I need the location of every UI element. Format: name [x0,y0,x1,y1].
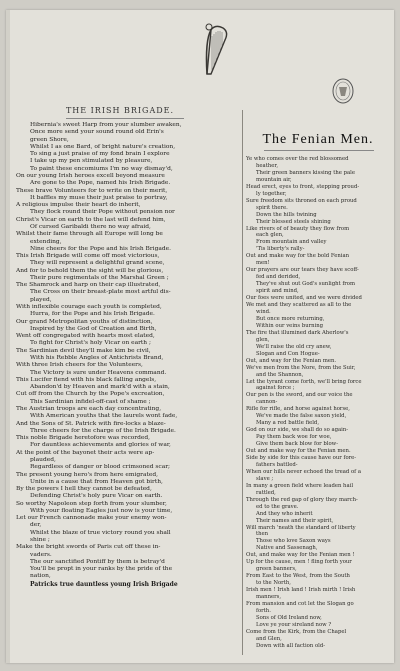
verse-line: This noble Brigade heretofore was recorded, [16,435,151,442]
verse-line: And for to behold them the sight will be glorious, [16,267,164,274]
verse-line: Many a red battle field, [256,420,320,427]
verse-line: ed to the grave. [256,503,299,510]
verse-line: Our foes were united, and we were divided [246,295,362,302]
verse-line: It baffles my muse their just praise to portray, [30,194,168,201]
verse-line: With three Irish cheers for the Volunteers, [16,362,143,369]
verse-line: By the powers I hell they cannot be defeated, [16,486,152,493]
verse-line: Up for the cause, men ! fling forth your [246,559,352,566]
verse-line: With your floating Eagles just now is your time, [30,507,173,514]
verse-line: A religious impulse their heart do inherit, [16,202,141,209]
verse-line: der, [30,522,42,529]
verse-line: Three cheers for the charge of the Irish Brigade. [30,427,176,434]
verse-line: Out, and make way for the Fenian men ! [246,552,355,559]
verse-line: vaders. [30,551,52,558]
verse-line: This Sardinian infidel-off-cast of shame ; [30,398,151,405]
verse-line: Slogan and Con Hogue- [256,350,320,357]
verse-line: and Glen, [256,635,282,642]
verse-line: Abandon'd by Heaven and mark'd with a stain, [30,384,170,391]
verse-line: Head erect, eyes to front, stepping proud- [246,183,360,190]
verse-line: Hurra, for the Pope and his Irish Brigade. [30,311,155,318]
verse-line: In many a green field where leaden hail [246,482,354,489]
verse-line: God on our side, we shall do so again- [246,427,349,434]
verse-line: Down the hills twining [256,211,317,218]
verse-line: I take up my pen stimulated by pleasure, [30,158,153,165]
verse-line: So worthy Napoleon step forth from your slumber, [16,500,167,507]
verse-line: Unite in a cause that from Heaven got birth, [30,478,163,485]
verse-line: We've men from the Nore, from the Suir, [246,364,356,371]
verse-line: Are gone to the Pope, named his Irish Brigade. [30,180,171,187]
verse-line: With inflexible courage each youth is completed, [16,304,162,311]
verse-line: Sons of Old Ireland now, [256,614,322,621]
verse-line: against force ; [256,385,295,392]
library-stamp-icon [332,78,354,104]
verse-line: Like rivers of of beauty they flow from [246,225,350,232]
verse-line: This Irish Brigade will come off most victorious, [16,253,160,260]
verse-line: From mountain and valley [256,239,327,246]
verse-line: This Lucifer fiend with his black falling angels, [16,376,157,383]
verse-line: 'Tis liberty's rally- [256,246,305,253]
verse-line: Rifle for rifle, and horse against horse, [246,406,350,413]
verse-line: extending, [30,238,62,245]
verse-line: Their pure regimentals of the Marshal Green ; [30,274,169,281]
verse-line: heather, [256,162,279,169]
verse-line: Defending Christ's holy pure Vicar on earth. [30,493,163,500]
verse-line: Inspired by the God of Creation and Birth, [30,325,157,332]
verse-line: Our prayers are our tears they have scoff- [246,267,359,274]
verse-line: then [256,531,269,538]
verse-line: With American youths that the laurels wont fade, [30,413,178,420]
verse-line: green Shore, [30,136,69,143]
verse-line: Pay them back woe for woe, [256,434,332,441]
verse-line: Out and make way for the bold Fenian [246,253,350,260]
verse-line: Went off congregated with hearts most elated, [16,333,155,340]
column-divider [242,110,243,655]
verse-line: But once more returning, [256,315,325,322]
verse-line: Side by side for this cause have our fore- [246,454,357,461]
verse-line: played, [30,296,52,303]
verse-line: rattled, [256,489,276,496]
verse-line: Ye who comes over the red blossomed [246,156,349,162]
verse-line: The present young hero's from here emigrated, [16,471,158,478]
verse-line: Patricks true dauntless young Irish Brigade [30,580,178,588]
verse-line: fed and derided, [256,274,301,281]
verse-line: ly together, [256,190,287,197]
verse-line: Within our veins burning [256,322,324,329]
verse-line: Make the bright swords of Paris cut off these in- [16,544,161,551]
harp-emblem-icon [201,22,231,78]
verse-line: glen, [256,336,270,343]
verse-line: Irish men ! Irish land ! Irish mirth ! Irish [246,587,356,594]
verse-line: each glen, [256,232,284,239]
verse-line: Love ye your sireland now ? [256,621,332,628]
left-title-rule [66,118,184,119]
verse-line: Our grand Metropolitan youths of distinction, [16,318,153,325]
verse-line: Their blessed steels shining [256,218,331,225]
verse-line: The Shamrock and harp on their cap illustrated, [16,282,161,289]
verse-line: wind. [256,308,271,315]
verse-line: Christ's Vicar on earth to the last will defend him, [16,216,166,223]
verse-line: and the Shannon, [256,371,304,378]
right-ballad-title: The Fenian Men. [262,132,374,147]
verse-line: Out and make way for the Fenian men. [246,448,351,455]
verse-line: We've made the false saxon yield, [256,413,347,420]
verse-line: They will represent a delightful grand scene, [30,260,165,267]
verse-line: From East to the West, from the South [246,573,350,580]
verse-line: For dauntless achievements and glories of war, [30,442,171,449]
verse-line: Let the tyrant come forth, we'll bring force [246,378,362,385]
verse-line: These brave Volunteers for to write on their merit, [16,187,168,194]
verse-line: forth. [256,607,271,614]
verse-line: Whilst I as one Bard, of bright nature's creation, [30,143,176,150]
verse-line: The Sardinian devil they'll make kim be civil, [16,347,151,354]
verse-line: Will march 'neath the standard of liberty [246,524,356,531]
verse-line: Whilst their fame through all Europe will long be [16,231,163,238]
verse-line: Once more send your sound round old Erin's [30,129,164,136]
verse-line: To paint these encomiums I'm no way dismay'd, [30,165,173,172]
verse-line: To fight for Christ's holy Vicar on earth ; [30,340,151,347]
verse-line: Whilst the blaze of true victory round you shall [30,529,171,536]
fenian-men-verses [246,156,390,663]
verse-line: cannon- [256,399,278,406]
verse-line: manners, [256,594,282,601]
verse-line: Let our French cannonade make your enemy won- [16,515,167,522]
verse-line: Down with all faction old- [256,642,326,649]
irish-brigade-verses [16,122,238,663]
verse-line: nation, [30,573,51,580]
verse-line: Nine cheers for the Pope and his Irish Brigade. [30,245,171,252]
verse-line: We'll raise the old cry anew, [256,343,332,350]
right-title-rule [264,150,374,151]
verse-line: slave ; [256,475,274,482]
verse-line: The fire that illumined dark Aherlow's [246,329,349,336]
verse-line: spirit there. [256,204,288,211]
verse-line: Cut off from the Church by the Pope's excreation, [16,391,165,398]
verse-line: And they who inherit [256,510,313,517]
verse-line: fathers battled- [256,461,298,468]
verse-line: Sure freedom sits throned on each proud [246,197,357,204]
verse-line: Give them back blow for blow- [256,441,338,448]
left-ballad-title: THE IRISH BRIGADE. [65,106,175,115]
verse-line: At the point of the bayonet their acts were ap- [16,449,155,456]
verse-line: We met and they scattered as all to the [246,302,352,309]
verse-line: Come from the Kirk, from the Chapel [246,628,347,635]
verse-line: The Victory is sure under Heavens command. [30,369,167,376]
verse-line: And the Sons of St. Patrick with fire-locks a blaze- [16,420,166,427]
verse-line: You'll be propt in your ranks by the pride of the [30,566,173,573]
verse-line: The Cross on their breast-plate most artful dis- [30,289,171,296]
verse-line: From mansion and cot let the Slogan go [246,601,354,607]
verse-line: Through the red gap of glory they march- [246,496,358,503]
verse-line: shine ; [30,537,50,544]
verse-line: Of cursed Garibaldi there no way afraid, [30,223,151,230]
verse-line: Their green banners kissing the pale [256,169,355,176]
verse-line: The our sanctified Pontiff by them is betray'd [30,558,165,565]
verse-line: mountain air, [256,176,292,183]
verse-line: Regardless of danger or blood crimsoned scar; [30,464,171,471]
verse-line: plauded, [30,456,56,463]
verse-line: The Austrian troops are each day concentrating, [16,405,162,412]
broadside-sheet [6,10,394,663]
verse-line: To sing a just praise of my fond brain I explore [30,151,170,158]
verse-line: to the North, [256,580,291,587]
verse-line: Their names and their spirit, [256,517,334,524]
verse-line: Our pen is the sword, and our voice the [246,392,353,399]
verse-line: green banners, [256,566,297,573]
verse-line: Out, and way for the Fenian men. [246,357,337,364]
verse-line: Native and Sassenagh, [256,545,318,552]
verse-line: Those who love Saxon ways [256,538,331,545]
verse-line: They flock round their Pope without pension nor [30,209,175,216]
verse-line: spirit and mind, [256,288,299,295]
verse-line: They've shut out God's sunlight from [256,281,356,288]
verse-line: When our hills never echoed the tread of a [246,468,361,475]
verse-line: On our young Irish heroes excell beyond measure [16,172,165,179]
verse-line: men! [256,260,270,267]
verse-line: Hibernia's sweet Harp from your slumber awaken, [30,122,182,128]
verse-line: With his Rebble Angles of Antichrists Brand, [30,355,164,361]
